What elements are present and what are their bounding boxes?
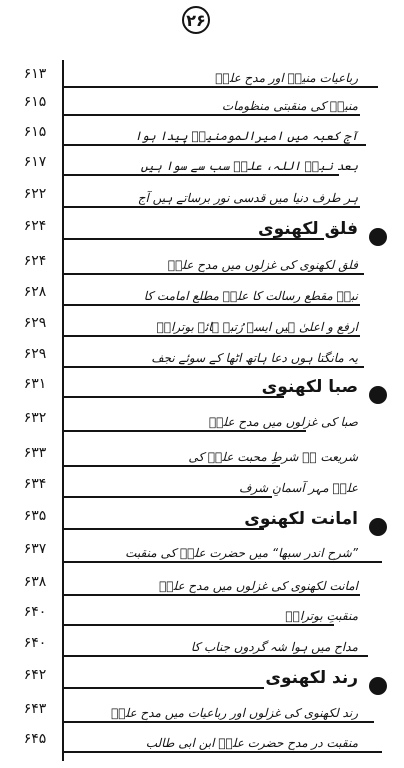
- section-heading-text: رند لکھنوی: [265, 668, 358, 688]
- entry-title: منقبتِ بوترابؑ: [285, 609, 358, 623]
- entry-title: نبیؐ مقطع رسالت کا علیؑ مطلع امامت کا: [143, 289, 358, 303]
- entry-title: علیؑ مہر آسمانِ شرف: [239, 481, 358, 495]
- entry-title: شریعت ہے شرطِ محبت علیؑ کی: [188, 450, 358, 464]
- entry-title: ”شرحِ اندر سبھا“ میں حضرت علیؑ کی منقبت: [125, 546, 358, 560]
- leader-line: [64, 721, 374, 723]
- toc-page-ref: ۶۱۷: [23, 154, 47, 170]
- toc-entry: [0, 60, 404, 88]
- toc-page-ref: ۶۳۵: [23, 508, 47, 524]
- toc-page-ref: ۶۴۰: [23, 604, 47, 620]
- section-bullet-icon: [369, 677, 387, 695]
- toc-page-ref: ۶۲۴: [23, 218, 47, 234]
- entry-title: صبا کی غزلوں میں مدحِ علیؑ: [208, 415, 358, 429]
- leader-line: [64, 465, 280, 467]
- toc-entry: [0, 340, 404, 368]
- leader-line: [64, 206, 360, 208]
- leader-line: [64, 144, 366, 146]
- toc-entry: [0, 470, 404, 498]
- entry-title: امانت لکھنوی کی غزلوں میں مدحِ علیؑ: [159, 579, 358, 593]
- section-heading-text: فلق لکھنوی: [258, 219, 358, 239]
- leader-line: [64, 366, 364, 368]
- toc-page-ref: ۶۲۲: [23, 186, 47, 202]
- leader-line: [64, 655, 368, 657]
- toc-entry: [0, 568, 404, 596]
- toc-entry: [0, 88, 404, 116]
- toc-page-ref: ۶۲۹: [23, 315, 47, 331]
- toc-page-ref: ۶۱۳: [23, 66, 47, 82]
- toc-page-ref: ۶۱۵: [23, 124, 47, 140]
- toc-entry: [0, 148, 404, 176]
- leader-line: [64, 687, 264, 689]
- entry-title: یہ مانگتا ہوں دعا ہاتھ اٹھا کے سوئے نجف: [151, 351, 358, 365]
- toc-entry: [0, 439, 404, 467]
- toc-entry: [0, 404, 404, 432]
- toc-page-ref: ۶۳۲: [23, 410, 47, 426]
- entry-title: رباعیات منیرؔ اور مدحِ علیؑ: [215, 71, 358, 85]
- toc-entry: [0, 309, 404, 337]
- toc-entry: [0, 118, 404, 146]
- toc-page-ref: ۶۳۷: [23, 541, 47, 557]
- section-bullet-icon: [369, 228, 387, 246]
- entry-title: فلق لکھنوی کی غزلوں میں مدحِ علیؑ: [167, 258, 358, 272]
- leader-line: [64, 594, 360, 596]
- toc-section-heading: [0, 661, 404, 689]
- section-bullet-icon: [369, 518, 387, 536]
- toc-section-heading: [0, 212, 404, 240]
- toc-entry: [0, 180, 404, 208]
- leader-line: [64, 528, 264, 530]
- leader-line: [64, 273, 364, 275]
- leader-line: [64, 174, 339, 176]
- leader-line: [64, 561, 382, 563]
- section-heading-text: صبا لکھنوی: [261, 377, 358, 397]
- toc-page-ref: ۶۲۹: [23, 346, 47, 362]
- entry-title: منقبت در مدحِ حضرت علیؑ ابن ابی طالب: [145, 736, 358, 750]
- leader-line: [64, 114, 360, 116]
- leader-line: [64, 624, 334, 626]
- leader-line: [64, 304, 360, 306]
- section-bullet-icon: [369, 386, 387, 404]
- toc-page-ref: ۶۳۸: [23, 574, 47, 590]
- leader-line: [64, 430, 306, 432]
- toc-entry: [0, 725, 404, 753]
- toc-page-ref: ۶۴۵: [23, 731, 47, 747]
- entry-title: منیرؔ کی منقبتی منظومات: [221, 99, 358, 113]
- entry-title: بعد نبیؐ اللہ، علیؑ سب سے سوا ہیں: [140, 159, 358, 173]
- section-heading-text: امانت لکھنوی: [244, 509, 358, 529]
- toc-page-ref: ۶۱۵: [23, 94, 47, 110]
- toc-section-heading: [0, 502, 404, 530]
- toc-entry: [0, 695, 404, 723]
- toc-page-ref: ۶۴۳: [23, 701, 47, 717]
- toc-page-ref: ۶۲۸: [23, 284, 47, 300]
- leader-line: [64, 751, 382, 753]
- entry-title: ہر طرف دنیا میں قدسی نور برساتے ہیں آج: [137, 191, 358, 205]
- toc-entry: [0, 598, 404, 626]
- toc-page-ref: ۶۳۱: [23, 376, 47, 392]
- toc-page-ref: ۶۳۴: [23, 476, 47, 492]
- toc-section-heading: [0, 370, 404, 398]
- page-number-badge: ۲۶: [182, 6, 210, 34]
- toc-page-ref: ۶۳۳: [23, 445, 47, 461]
- toc-entry: [0, 247, 404, 275]
- toc-entry: [0, 629, 404, 657]
- leader-line: [64, 496, 272, 498]
- toc-page-ref: ۶۲۴: [23, 253, 47, 269]
- leader-line: [64, 396, 284, 398]
- toc-page-ref: ۶۴۲: [23, 667, 47, 683]
- toc-entry: [0, 278, 404, 306]
- toc-entry: [0, 535, 404, 563]
- entry-title: رند لکھنوی کی غزلوں اور رباعیات میں مدحِ علیؑ: [111, 706, 358, 720]
- leader-line: [64, 335, 360, 337]
- entry-title: مداح میں ہوا شہ گردوں جناب کا: [190, 640, 358, 654]
- entry-title: آج کعبہ میں امیرالمومنینؑ پیدا ہوا: [134, 129, 358, 143]
- entry-title: ارفع و اعلیٰ ہیں ایسے رُتبہ ہائے بوترابؑ: [156, 320, 358, 334]
- toc-page-ref: ۶۴۰: [23, 635, 47, 651]
